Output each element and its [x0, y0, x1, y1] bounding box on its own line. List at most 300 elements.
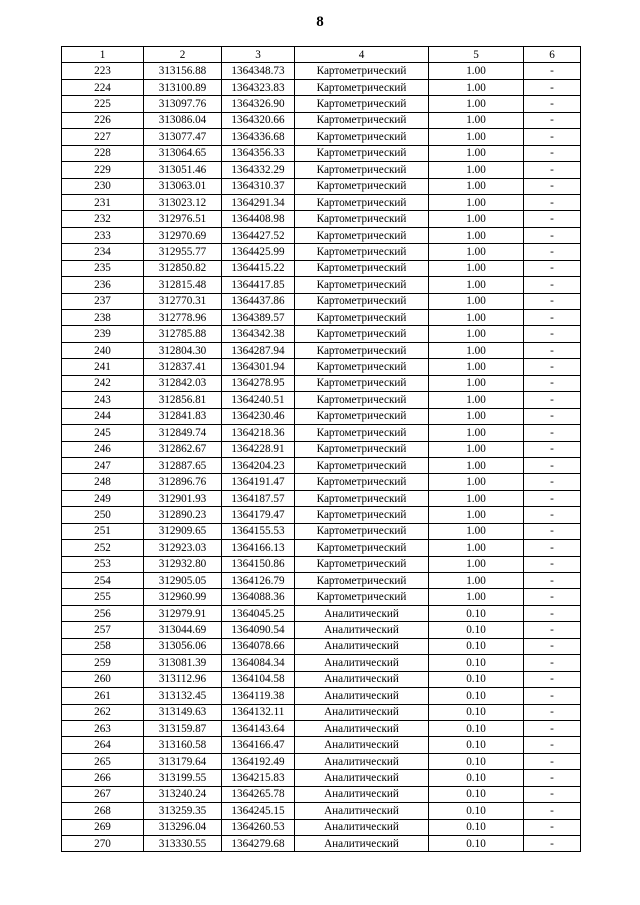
table-cell: 312960.99: [144, 589, 222, 605]
table-cell: Аналитический: [295, 688, 429, 704]
table-row: [62, 63, 581, 79]
table-row: [62, 293, 581, 309]
table-cell: 0.10: [429, 622, 524, 638]
table-cell: 313051.46: [144, 162, 222, 178]
table-cell: 1.00: [429, 326, 524, 342]
table-cell: 269: [62, 819, 144, 835]
table-row: [62, 145, 581, 161]
column-header: 5: [429, 47, 524, 63]
table-cell: 1.00: [429, 260, 524, 276]
table-cell: 1.00: [429, 63, 524, 79]
table-cell: 231: [62, 194, 144, 210]
table-cell: -: [524, 145, 581, 161]
table-cell: 313156.88: [144, 63, 222, 79]
table-cell: 1364104.58: [222, 671, 295, 687]
table-cell: 312842.03: [144, 375, 222, 391]
table-cell: 252: [62, 540, 144, 556]
table-cell: Аналитический: [295, 638, 429, 654]
table-cell: 313044.69: [144, 622, 222, 638]
table-cell: 1364417.85: [222, 277, 295, 293]
table-cell: 0.10: [429, 737, 524, 753]
table-cell: 233: [62, 227, 144, 243]
table-cell: 0.10: [429, 753, 524, 769]
table-cell: -: [524, 457, 581, 473]
table-row: [62, 836, 581, 852]
table-cell: 0.10: [429, 836, 524, 852]
table-cell: 313240.24: [144, 786, 222, 802]
table-cell: Картометрический: [295, 227, 429, 243]
table-cell: 1364132.11: [222, 704, 295, 720]
table-cell: 1.00: [429, 162, 524, 178]
table-cell: 1364408.98: [222, 211, 295, 227]
table-cell: 263: [62, 720, 144, 736]
table-cell: -: [524, 836, 581, 852]
table-cell: 313199.55: [144, 770, 222, 786]
table-row: [62, 244, 581, 260]
table-cell: 312778.96: [144, 310, 222, 326]
table-cell: 1364260.53: [222, 819, 295, 835]
table-cell: 312856.81: [144, 392, 222, 408]
table-body: [62, 63, 581, 852]
table-cell: 312896.76: [144, 474, 222, 490]
table-cell: Картометрический: [295, 145, 429, 161]
table-cell: 235: [62, 260, 144, 276]
table-cell: 224: [62, 79, 144, 95]
table-cell: 249: [62, 490, 144, 506]
column-header: 6: [524, 47, 581, 63]
table-cell: 1364150.86: [222, 556, 295, 572]
table-cell: -: [524, 655, 581, 671]
table-cell: 262: [62, 704, 144, 720]
table-cell: Картометрический: [295, 556, 429, 572]
table-cell: 230: [62, 178, 144, 194]
table-row: [62, 162, 581, 178]
table-cell: 1.00: [429, 408, 524, 424]
table-cell: 313296.04: [144, 819, 222, 835]
table-cell: 1.00: [429, 96, 524, 112]
table-cell: Картометрический: [295, 211, 429, 227]
table-cell: 240: [62, 342, 144, 358]
table-row: [62, 392, 581, 408]
table-cell: Картометрический: [295, 589, 429, 605]
table-cell: Аналитический: [295, 836, 429, 852]
table-cell: Аналитический: [295, 786, 429, 802]
table-cell: 312841.83: [144, 408, 222, 424]
table-cell: 1364187.57: [222, 490, 295, 506]
table-cell: 1.00: [429, 589, 524, 605]
table-cell: Картометрический: [295, 359, 429, 375]
table-row: [62, 457, 581, 473]
table-cell: 1.00: [429, 310, 524, 326]
table-row: [62, 211, 581, 227]
table-cell: Картометрический: [295, 293, 429, 309]
table-cell: -: [524, 112, 581, 128]
table-cell: 1364166.47: [222, 737, 295, 753]
table-cell: -: [524, 803, 581, 819]
table-cell: 229: [62, 162, 144, 178]
column-header: 2: [144, 47, 222, 63]
table-cell: -: [524, 770, 581, 786]
table-cell: Картометрический: [295, 408, 429, 424]
column-header: 4: [295, 47, 429, 63]
table-cell: 239: [62, 326, 144, 342]
table-cell: -: [524, 342, 581, 358]
table-cell: 0.10: [429, 605, 524, 621]
table-cell: 313063.01: [144, 178, 222, 194]
table-cell: 1.00: [429, 227, 524, 243]
table-cell: 1364332.29: [222, 162, 295, 178]
table-cell: 1364240.51: [222, 392, 295, 408]
table-row: [62, 375, 581, 391]
table-row: [62, 556, 581, 572]
table-cell: 236: [62, 277, 144, 293]
table-cell: Картометрический: [295, 96, 429, 112]
table-cell: -: [524, 96, 581, 112]
table-row: [62, 540, 581, 556]
table-cell: -: [524, 162, 581, 178]
table-cell: -: [524, 178, 581, 194]
table-cell: Картометрический: [295, 523, 429, 539]
table-cell: 1.00: [429, 244, 524, 260]
table-cell: 234: [62, 244, 144, 260]
table-cell: 253: [62, 556, 144, 572]
table-cell: Картометрический: [295, 112, 429, 128]
table-cell: 312785.88: [144, 326, 222, 342]
table-cell: -: [524, 425, 581, 441]
table-cell: 244: [62, 408, 144, 424]
table-cell: 1364310.37: [222, 178, 295, 194]
table-cell: 1.00: [429, 474, 524, 490]
table-cell: 312804.30: [144, 342, 222, 358]
table-cell: -: [524, 408, 581, 424]
table-cell: 1364348.73: [222, 63, 295, 79]
table-cell: 312955.77: [144, 244, 222, 260]
table-row: [62, 523, 581, 539]
table-cell: 312862.67: [144, 441, 222, 457]
table-row: [62, 277, 581, 293]
table-cell: 313056.06: [144, 638, 222, 654]
table-cell: -: [524, 63, 581, 79]
table-row: [62, 194, 581, 210]
table-cell: -: [524, 293, 581, 309]
table-row: [62, 326, 581, 342]
table-cell: -: [524, 375, 581, 391]
table-row: [62, 786, 581, 802]
table-cell: -: [524, 819, 581, 835]
table-row: [62, 688, 581, 704]
table-cell: -: [524, 474, 581, 490]
table-cell: 1.00: [429, 277, 524, 293]
table-cell: 227: [62, 129, 144, 145]
table-row: [62, 112, 581, 128]
table-cell: 243: [62, 392, 144, 408]
table-cell: 312932.80: [144, 556, 222, 572]
table-cell: 246: [62, 441, 144, 457]
table-cell: Аналитический: [295, 803, 429, 819]
table-cell: Картометрический: [295, 277, 429, 293]
table-cell: Картометрический: [295, 457, 429, 473]
table-row: [62, 408, 581, 424]
table-row: [62, 638, 581, 654]
table-cell: -: [524, 671, 581, 687]
table-cell: 1364179.47: [222, 507, 295, 523]
table-cell: 313330.55: [144, 836, 222, 852]
table-cell: 0.10: [429, 770, 524, 786]
table-row: [62, 79, 581, 95]
table-cell: Картометрический: [295, 375, 429, 391]
table-cell: -: [524, 441, 581, 457]
table-cell: 1.00: [429, 457, 524, 473]
table-cell: -: [524, 556, 581, 572]
column-header: 1: [62, 47, 144, 63]
table-cell: 237: [62, 293, 144, 309]
table-cell: 1364045.25: [222, 605, 295, 621]
table-cell: 1364126.79: [222, 573, 295, 589]
table-cell: Картометрический: [295, 573, 429, 589]
table-cell: 247: [62, 457, 144, 473]
table-cell: Аналитический: [295, 819, 429, 835]
table-cell: Картометрический: [295, 129, 429, 145]
table-cell: Картометрический: [295, 79, 429, 95]
table-cell: 241: [62, 359, 144, 375]
table-cell: 245: [62, 425, 144, 441]
table-cell: -: [524, 260, 581, 276]
table-cell: 1364415.22: [222, 260, 295, 276]
table-cell: 1.00: [429, 425, 524, 441]
table-cell: 312923.03: [144, 540, 222, 556]
table-row: [62, 770, 581, 786]
table-cell: 313259.35: [144, 803, 222, 819]
table-cell: 1.00: [429, 129, 524, 145]
table-header-row: [62, 47, 581, 63]
table-row: [62, 96, 581, 112]
table-cell: 312905.05: [144, 573, 222, 589]
table-cell: Картометрический: [295, 326, 429, 342]
table-cell: -: [524, 227, 581, 243]
table-cell: 1.00: [429, 145, 524, 161]
table-cell: Картометрический: [295, 490, 429, 506]
table-cell: 312849.74: [144, 425, 222, 441]
table-cell: 312770.31: [144, 293, 222, 309]
table-cell: 312979.91: [144, 605, 222, 621]
table-cell: 0.10: [429, 803, 524, 819]
table-cell: 228: [62, 145, 144, 161]
table-cell: 256: [62, 605, 144, 621]
table-cell: 0.10: [429, 720, 524, 736]
table-cell: Картометрический: [295, 507, 429, 523]
table-cell: 1364356.33: [222, 145, 295, 161]
table-row: [62, 441, 581, 457]
table-cell: 1364320.66: [222, 112, 295, 128]
table-cell: 312909.65: [144, 523, 222, 539]
table-cell: 312850.82: [144, 260, 222, 276]
table-row: [62, 573, 581, 589]
table-cell: 257: [62, 622, 144, 638]
table-cell: 223: [62, 63, 144, 79]
table-cell: 1.00: [429, 359, 524, 375]
table-cell: 1364323.83: [222, 79, 295, 95]
table-row: [62, 803, 581, 819]
table-cell: -: [524, 490, 581, 506]
table-cell: -: [524, 753, 581, 769]
table-row: [62, 753, 581, 769]
table-cell: Аналитический: [295, 622, 429, 638]
table-cell: 1364088.36: [222, 589, 295, 605]
table-cell: 1364287.94: [222, 342, 295, 358]
table-cell: 1364228.91: [222, 441, 295, 457]
table-cell: 1364336.68: [222, 129, 295, 145]
table-cell: Картометрический: [295, 194, 429, 210]
table-cell: 1.00: [429, 441, 524, 457]
table-cell: Картометрический: [295, 178, 429, 194]
table-cell: 1.00: [429, 507, 524, 523]
table-cell: -: [524, 507, 581, 523]
table-cell: 1364204.23: [222, 457, 295, 473]
table-cell: 312887.65: [144, 457, 222, 473]
table-cell: 312970.69: [144, 227, 222, 243]
table-cell: Картометрический: [295, 310, 429, 326]
table-cell: 1364155.53: [222, 523, 295, 539]
table-cell: 312901.93: [144, 490, 222, 506]
coordinates-table: [61, 46, 581, 852]
table-cell: -: [524, 688, 581, 704]
table-cell: 232: [62, 211, 144, 227]
table-cell: 250: [62, 507, 144, 523]
table-row: [62, 720, 581, 736]
table-cell: 1.00: [429, 556, 524, 572]
table-cell: 1.00: [429, 392, 524, 408]
table-row: [62, 605, 581, 621]
table-cell: -: [524, 244, 581, 260]
table-cell: 312890.23: [144, 507, 222, 523]
table-cell: 0.10: [429, 688, 524, 704]
table-cell: Аналитический: [295, 753, 429, 769]
table-cell: 0.10: [429, 655, 524, 671]
table-cell: 1.00: [429, 293, 524, 309]
table-row: [62, 589, 581, 605]
table-row: [62, 671, 581, 687]
table-cell: 313023.12: [144, 194, 222, 210]
table-cell: 1.00: [429, 79, 524, 95]
table-cell: 313179.64: [144, 753, 222, 769]
table-cell: 313097.76: [144, 96, 222, 112]
table-cell: 313112.96: [144, 671, 222, 687]
table-cell: -: [524, 786, 581, 802]
table-cell: 1.00: [429, 178, 524, 194]
table-cell: 1364291.34: [222, 194, 295, 210]
table-cell: -: [524, 605, 581, 621]
table-row: [62, 227, 581, 243]
table-cell: 1.00: [429, 523, 524, 539]
table-cell: 313160.58: [144, 737, 222, 753]
table-cell: -: [524, 638, 581, 654]
table-cell: 313086.04: [144, 112, 222, 128]
table-cell: 313159.87: [144, 720, 222, 736]
table-row: [62, 507, 581, 523]
table-cell: Картометрический: [295, 474, 429, 490]
table-cell: 313081.39: [144, 655, 222, 671]
table-cell: 1364437.86: [222, 293, 295, 309]
table-cell: 1364119.38: [222, 688, 295, 704]
table-cell: 268: [62, 803, 144, 819]
table-cell: Картометрический: [295, 392, 429, 408]
table-cell: 242: [62, 375, 144, 391]
table-cell: Картометрический: [295, 441, 429, 457]
table-cell: 225: [62, 96, 144, 112]
table-cell: -: [524, 326, 581, 342]
table-cell: 261: [62, 688, 144, 704]
table-cell: -: [524, 720, 581, 736]
table-cell: 258: [62, 638, 144, 654]
table-cell: -: [524, 310, 581, 326]
table-cell: 313132.45: [144, 688, 222, 704]
table-cell: 226: [62, 112, 144, 128]
table-cell: 260: [62, 671, 144, 687]
table-cell: 1.00: [429, 490, 524, 506]
table-cell: 1.00: [429, 211, 524, 227]
table-cell: 312976.51: [144, 211, 222, 227]
table-row: [62, 260, 581, 276]
table-cell: -: [524, 277, 581, 293]
table-cell: 1364218.36: [222, 425, 295, 441]
table-cell: -: [524, 194, 581, 210]
table-cell: 1.00: [429, 194, 524, 210]
table-cell: -: [524, 359, 581, 375]
table-cell: 255: [62, 589, 144, 605]
table-cell: 313064.65: [144, 145, 222, 161]
table-cell: 1364342.38: [222, 326, 295, 342]
table-row: [62, 704, 581, 720]
table-cell: Картометрический: [295, 244, 429, 260]
table-cell: 313149.63: [144, 704, 222, 720]
table-cell: 1364265.78: [222, 786, 295, 802]
table-cell: 267: [62, 786, 144, 802]
table-cell: 1364192.49: [222, 753, 295, 769]
table-cell: 1364278.95: [222, 375, 295, 391]
table-cell: -: [524, 211, 581, 227]
table-cell: 1364301.94: [222, 359, 295, 375]
table-cell: 238: [62, 310, 144, 326]
table-cell: 1364143.64: [222, 720, 295, 736]
table-cell: 270: [62, 836, 144, 852]
table-cell: 1364230.46: [222, 408, 295, 424]
table-cell: Аналитический: [295, 770, 429, 786]
table-cell: 1364166.13: [222, 540, 295, 556]
table-cell: -: [524, 589, 581, 605]
table-cell: 1364245.15: [222, 803, 295, 819]
table-cell: 259: [62, 655, 144, 671]
table-cell: 1364326.90: [222, 96, 295, 112]
table-cell: Картометрический: [295, 162, 429, 178]
table-cell: -: [524, 540, 581, 556]
table-cell: 1364389.57: [222, 310, 295, 326]
table-cell: 1364084.34: [222, 655, 295, 671]
table-cell: 312837.41: [144, 359, 222, 375]
table-row: [62, 310, 581, 326]
table-row: [62, 359, 581, 375]
table-cell: Аналитический: [295, 704, 429, 720]
table-cell: 1364090.54: [222, 622, 295, 638]
table-cell: 266: [62, 770, 144, 786]
table-cell: 265: [62, 753, 144, 769]
table-cell: 1364427.52: [222, 227, 295, 243]
table-cell: Аналитический: [295, 737, 429, 753]
table-cell: -: [524, 573, 581, 589]
table-cell: 1364279.68: [222, 836, 295, 852]
table-cell: 1364078.66: [222, 638, 295, 654]
table-cell: 1.00: [429, 375, 524, 391]
table-cell: 1.00: [429, 540, 524, 556]
